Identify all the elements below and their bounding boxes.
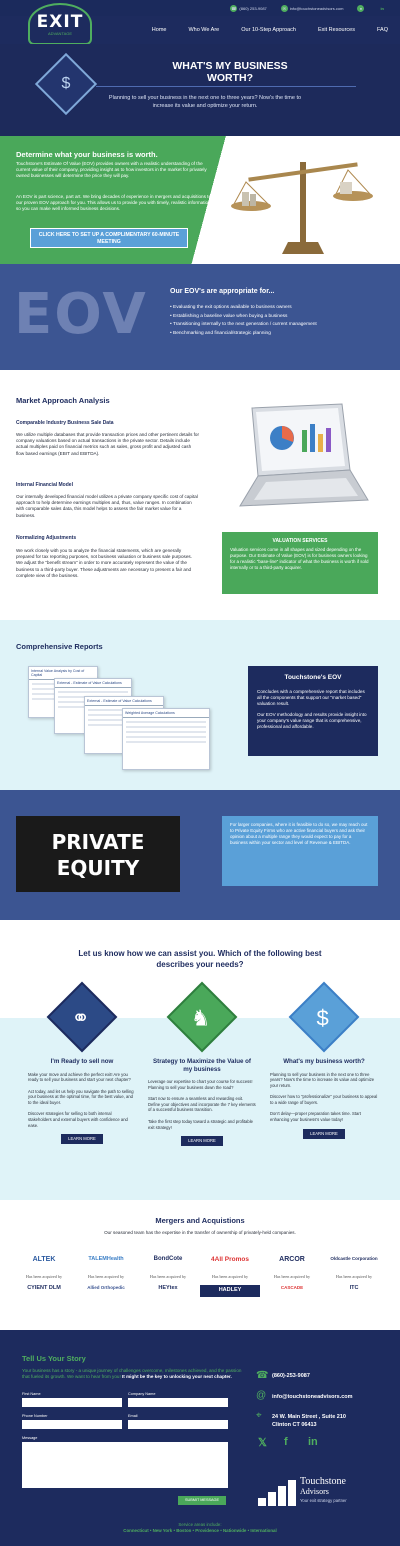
chess-knight-icon: ♞: [167, 982, 238, 1053]
hero-title: WHAT'S MY BUSINESS WORTH?: [172, 60, 288, 84]
eov-box-text-2: Our EOV methodology and results provide insight into your company's value range that is comprehensive, professional and affordable.: [257, 712, 367, 729]
linkedin-icon[interactable]: in: [308, 1436, 318, 1448]
handshake-icon: ⚭: [47, 982, 118, 1053]
learn-more-button[interactable]: LEARN MORE: [303, 1129, 345, 1139]
learn-more-button[interactable]: LEARN MORE: [181, 1136, 223, 1146]
stairs-icon: [258, 1478, 296, 1508]
touchstone-logo[interactable]: Touchstone Advisors Your exit strategy partner: [258, 1476, 378, 1512]
private-equity-text: For larger companies, where it is feasible to do so, we may reach out to Private Equity Firms who are active financial buyers and ask their opinion about a multiple range they would expect to pay for a business within your sector and level of Revenue & EBITDA.: [230, 822, 368, 845]
nav-home[interactable]: Home: [151, 27, 167, 33]
reports-title: Comprehensive Reports: [16, 642, 103, 651]
exit-advantage-logo[interactable]: EXIT ADVANTAGE: [28, 3, 92, 45]
itc-logo: ITC: [349, 1285, 359, 1291]
market-subhead-2: Internal Financial Model: [16, 482, 73, 488]
bondcote-logo: BondCote: [153, 1256, 183, 1262]
location-icon[interactable]: ●: [357, 5, 364, 12]
nav-10-step[interactable]: Our 10-Step Approach: [241, 27, 296, 33]
maximize-value-card: [148, 984, 256, 1146]
card-text: Planning to sell your business in the next one to three years? Now's the time to increase its value and optimize your return.: [270, 1071, 375, 1088]
private-equity-section: [0, 790, 400, 920]
footer-address-1: 24 W. Main Street , Suite 210: [272, 1414, 346, 1420]
cascade-logo: CASCADE: [280, 1285, 304, 1290]
talem-logo: TALEMHealth: [88, 1256, 124, 1262]
determine-text-1: Touchstone's Estimate Of Value (EOV) provides owners with a realistic understanding of the current value of their company, providing insight as to how investors in the market for privately owned businesses will determine the price they will pay.: [16, 161, 207, 179]
heytex-logo: HEYtex: [158, 1285, 178, 1291]
assist-section: [0, 920, 400, 1200]
card-title: I'm Ready to sell now: [50, 1058, 114, 1065]
eov-graphic: EOV: [14, 282, 148, 347]
eov-title: Our EOV's are appropriate for...: [170, 288, 275, 295]
card-text: Take the first step today toward a strategic and profitable exit strategy!: [148, 1118, 253, 1130]
assist-title: Let us know how we can assist you. Which of the following best describes your needs?: [78, 949, 322, 969]
nav-exit-resources[interactable]: Exit Resources: [317, 27, 355, 33]
reports-section: [0, 620, 400, 790]
business-worth-card: [270, 984, 378, 1139]
market-text-1: We utilize multiple databases that provide transaction prices and other pertinent details for company valuations based on actual transactions in the private sector. Details include actual multiples paid on financial metrics such as sales, gross profit and adjusted cash flow based earnings (EBIT and EBITDA).: [16, 432, 200, 456]
market-approach-section: [0, 370, 400, 620]
hero-section: [0, 44, 400, 136]
private-equity-image: PRIVATE EQUITY: [16, 816, 180, 892]
report-page: Weighted Average Calculations: [122, 708, 210, 770]
nav-faq[interactable]: FAQ: [376, 27, 388, 33]
message-textarea[interactable]: [22, 1442, 228, 1488]
card-text: Leverage our expertise to chart your course for success! Planning to sell your business down the road?: [148, 1079, 253, 1090]
market-title: Market Approach Analysis: [16, 396, 110, 405]
private-equity-box: [222, 816, 378, 886]
card-text: Discover strategies for selling to both internal stakeholders and external buyers with confidence and ease.: [28, 1111, 128, 1128]
card-title: What's my business worth?: [283, 1058, 365, 1065]
mergers-section: [0, 1200, 400, 1330]
facebook-icon[interactable]: f: [284, 1436, 288, 1448]
at-icon: @: [256, 1390, 267, 1401]
acquisition-item: TALEMHealth Has been acquired by Allied Orthopedic: [76, 1256, 136, 1297]
footer: Tell Us Your Story Your business has a story - a unique journey of challenges overcome, milestones achieved, and the passion that fueled its growth. We want to hear from you! It might be the key to unlocking your next chapter. First Name Company Name Phone Number Email Message SUBMIT MESSAGE ☎ (860)-253-9087 @ info@touchstoneadvisors.com ⌖ 24 W. Main Street , Suite 210 Clinton CT 06413 𝕏 f in Touchstone Advisors Your exit strategy partner Service areas include: Connecticut • New York • Boston • Providence • Nationwide • International: [0, 1330, 400, 1546]
phone-icon: ☎: [231, 5, 237, 11]
list-item: • Benchmarking and financial/strategic planning: [170, 330, 317, 339]
oldcastle-logo: Oldcastle Corporation: [330, 1256, 378, 1261]
footer-intro: Your business has a story - a unique journey of challenges overcome, milestones achieved, and the passion that fueled its growth. We want to hear from you! It might be the key to unlocking your next chapter.: [22, 1368, 242, 1379]
email-input[interactable]: [128, 1420, 228, 1429]
acquisition-item: ARCOR Has been acquired by CASCADE: [262, 1256, 322, 1297]
acquisition-item: ALTEK Has been acquired by CYIENT DLM: [14, 1256, 74, 1297]
eov-list: [170, 304, 317, 338]
phone-input[interactable]: [22, 1420, 122, 1429]
4allpromos-logo: 4All Promos: [211, 1256, 249, 1263]
report-page: Internal Value Analysis by Cost of Capital: [28, 666, 98, 718]
service-areas: Service areas include: Connecticut • New York • Boston • Providence • Nationwide • International: [123, 1522, 277, 1533]
market-subhead-3: Normalizing Adjustments: [16, 535, 77, 541]
mergers-title: Mergers and Acquistions: [155, 1216, 245, 1225]
determine-text-2: An EOV is part science, part art. We bring decades of experience in mergers and acquisitions to our proven EOV approach for you. This allows us to provide you with timely, realistic information so you can make well informed business decisions.: [16, 194, 211, 212]
touchstone-eov-box: [248, 666, 378, 756]
card-title: Strategy to Maximize the Value of my business: [153, 1058, 251, 1073]
card-text: Discover how to "professionalize" your business to appeal to a wide range of buyers.: [270, 1094, 378, 1105]
hero-divider: [96, 86, 356, 87]
money-bag-icon: $: [35, 53, 97, 115]
report-page: External - Estimate of Value Calculations: [84, 696, 164, 754]
list-item: • Evaluating the exit options available to business owners: [170, 304, 317, 313]
acquisition-item: Oldcastle Corporation Has been acquired by ITC: [324, 1256, 384, 1297]
market-subhead-1: Comparable Industry Business Sale Data: [16, 420, 114, 426]
footer-email[interactable]: info@touchstoneadvisors.com: [272, 1394, 353, 1400]
cyient-logo: CYIENT DLM: [27, 1285, 61, 1291]
eov-box-text-1: Concludes with a comprehensive report that includes all the components that support our "market based" valuation result.: [257, 689, 365, 706]
ready-to-sell-card: [28, 984, 136, 1144]
mergers-subtitle: Our seasoned team has the expertise in the transfer of ownership of privately-held companies.: [104, 1230, 296, 1235]
laptop-image: [222, 400, 372, 510]
nav-who-we-are[interactable]: Who We Are: [188, 27, 220, 33]
money-bag-icon: $: [289, 982, 360, 1053]
phone-link[interactable]: ☎ (860) 253-9087: [231, 5, 267, 11]
hadley-logo: HADLEY: [200, 1285, 260, 1297]
list-item: • Establishing a baseline value when buying a business: [170, 313, 317, 322]
eov-box-title: Touchstone's EOV: [284, 674, 342, 681]
footer-phone[interactable]: (860)-253-9087: [272, 1373, 310, 1379]
card-text: Act today, and let us help you navigate the path to selling your business at the optimal time, for the best value, and to the ideal buyer.: [28, 1088, 134, 1105]
footer-address-2: Clinton CT 06413: [272, 1422, 317, 1428]
first-name-input[interactable]: [22, 1398, 122, 1407]
card-text: Don't delay—proper preparation takes time. Start enhancing your business's value today!: [270, 1111, 361, 1123]
submit-message-button[interactable]: SUBMIT MESSAGE: [178, 1496, 226, 1505]
market-text-3: We work closely with you to analyze the financial statements, which are generally prepared for tax reporting purposes, not business valuation or business sale purposes. We adjust the "benefit stream" in order to more accurately represent the value of the business to a third-party buyer. These adjustments are necessary to present a fair and complete view of the business.: [16, 548, 192, 578]
acquisition-item: 4All Promos Has been acquired by HADLEY: [200, 1256, 260, 1297]
email-link[interactable]: ✉ info@touchstoneadvisors.com: [282, 5, 344, 11]
footer-title: Tell Us Your Story: [22, 1354, 86, 1363]
market-text-2: Our internally developed financial model utilizes a private company specific cost of capital approach to help determine earnings multiples and, thus, value ranges. In combination with comparable sales data, this model helps to assess the fair market value for a business.: [16, 494, 198, 518]
schedule-meeting-button[interactable]: CLICK HERE TO SET UP A COMPLIMENTARY 60-MINUTE MEETING: [30, 228, 188, 248]
location-icon: ⌖: [256, 1410, 262, 1421]
valuation-title: VALUATION SERVICES: [272, 538, 328, 544]
x-icon[interactable]: 𝕏: [258, 1437, 267, 1449]
valuation-services-box: [222, 532, 378, 594]
eov-section: [0, 264, 400, 370]
allied-logo: Allied Orthopedic: [87, 1285, 125, 1290]
hero-text: Planning to sell your business in the next one to three years? Now's the time to increase its value and optimize your return.: [108, 95, 302, 109]
determine-title: Determine what your business is worth.: [16, 150, 158, 159]
report-page: External - Estimate of Value Calculations: [54, 678, 132, 734]
card-text: Start now to ensure a seamless and rewarding exit. Define your objectives and incorporate the 7 key elements of a successful business transition.: [148, 1096, 256, 1113]
linkedin-icon[interactable]: in: [380, 5, 384, 11]
mail-icon: ✉: [282, 5, 286, 11]
card-text: Make your move and achieve the perfect exit! Are you ready to sell your business and start your next chapter?: [28, 1071, 131, 1083]
arcor-logo: ARCOR: [279, 1256, 305, 1263]
learn-more-button[interactable]: LEARN MORE: [61, 1134, 103, 1144]
acquisition-item: BondCote Has been acquired by HEYtex: [138, 1256, 198, 1297]
phone-icon: ☎: [256, 1370, 269, 1381]
valuation-text: Valuation services come in all shapes and sized depending on the purpose. Our Estimate of Value (EOV) is for business owners looking for a realistic "base-line" indicator of what the business is worth if sold internally or to a third-party acquirer.: [230, 547, 369, 570]
company-name-input[interactable]: [128, 1398, 228, 1407]
balance-scale-image: [228, 142, 378, 260]
list-item: • Transitioning internally to the next generation / current management: [170, 321, 317, 330]
altek-logo: ALTEK: [32, 1256, 56, 1263]
